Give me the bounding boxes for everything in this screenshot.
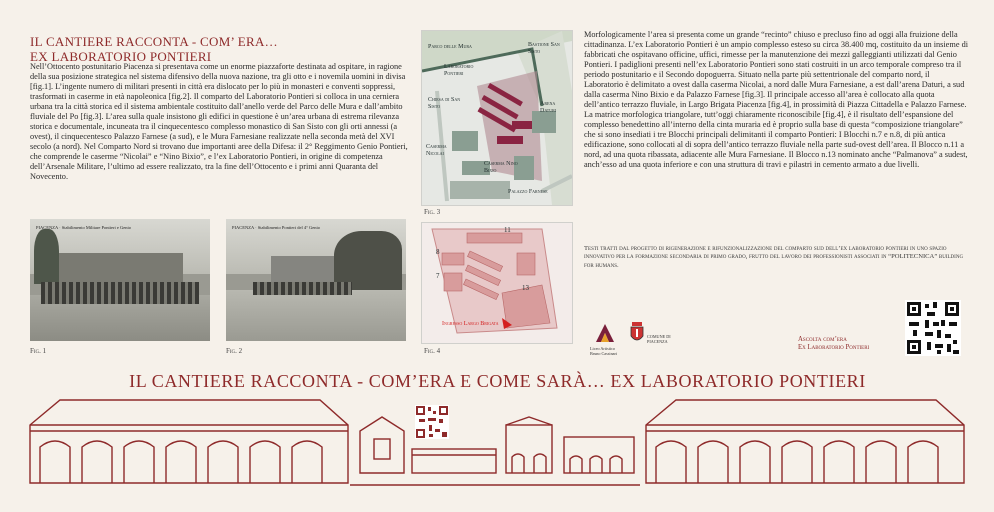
fig1-photo xyxy=(30,219,210,341)
liceo-logo-text: Liceo Artistico Bruno Cassinari xyxy=(590,346,618,356)
fig1-caption: Fig. 1 xyxy=(30,347,47,355)
liceo-logo xyxy=(594,322,616,344)
comune-logo-text: COMUNE DI PIACENZA xyxy=(647,334,671,344)
map4-label-7: 7 xyxy=(436,272,440,280)
map3-label-chiesa: Chiesa di San Sisto xyxy=(428,97,461,110)
map3-label-parco: Parco delle Mura xyxy=(428,44,472,50)
fig2-photo xyxy=(226,219,406,341)
comune-logo xyxy=(630,322,644,344)
fig3-map xyxy=(421,30,573,206)
banner-title: IL CANTIERE RACCONTA - COM’ERA E COME SARÀ… EX LABORATORIO PONTIERI xyxy=(129,371,866,391)
title-line-1: IL CANTIERE RACCONTA - COM’ ERA… xyxy=(30,34,278,49)
title-line-2: EX LABORATORIO PONTIERI xyxy=(30,49,212,64)
fig1-photo-caption: PIACENZA · Stabilimento Militare Pontieri e Genio xyxy=(36,225,131,230)
map4-label-13: 13 xyxy=(522,284,529,292)
map3-label-arena: Arena Daturi xyxy=(540,101,557,114)
page-title xyxy=(30,34,410,64)
map3-label-bastione: Bastione San Sisto xyxy=(528,42,560,55)
map4-label-11: 11 xyxy=(504,226,511,234)
fig2-photo-caption: PIACENZA · Stabilimento Pontieri del 4° Genio xyxy=(232,225,321,230)
comune-crest-icon xyxy=(630,322,644,344)
fig3-map-drawing xyxy=(422,31,572,205)
fig3-caption: Fig. 3 xyxy=(424,208,441,216)
fig4-map xyxy=(421,222,573,344)
qr-code-right[interactable] xyxy=(905,300,961,356)
left-body-text: Nell’Ottocento postunitario Piacenza si presentava come un enorme piazzaforte destinata ad ospitare, in ragione della sua posizione strategica nel sistema difensivo della nuova nazione, tra gli otto e i novemila uomini in divisa [fig.1]. L’ingente numero di militari presenti in città era dislocato per lo più in monasteri e conventi soppressi, trasformati in caserme in età napoleonica [fig.2]. Il comparto del Laboratorio Pontieri si colloca in una cerniera urbana tra la città storica ed il sistema ambientale costituito dall’anello verde del Parco delle Mura e dall’ambito fluviale del Po [fig.3]. L’area sulla quale insistono gli edifici in questione è un’area urbana di estrema rilevanza storica e documentale, incuneata tra il cinquecentesco complesso monastico di San Sisto con gli orti annessi (a ovest), il cinquecentesco Palazzo Farnese (a sud), e le Mura Farnesiane realizzate nella seconda metà del XVI secolo (a nord). Nel Comparto Nord si trovano due importanti aree della Difesa: il 2° Reggimento Genio Pontieri, che comprende le caserme “Nicolai” e “Nino Bixio”, e l’ex Laboratorio Pontieri, in origine di competenza dell’Arsenale Militare, l’ultimo ad essere realizzato, tra la fine dell’Ottocento e i primi anni Quaranta del Novecento. xyxy=(30,62,408,181)
map4-label-ingresso: Ingresso Largo Brigata xyxy=(442,321,499,327)
listen-label xyxy=(798,336,869,352)
map3-label-farnese: Palazzo Farnese xyxy=(508,189,548,195)
qr-code-center-icon xyxy=(415,405,449,439)
qr-code-icon xyxy=(905,300,961,356)
map3-label-bixio: Caserma Nino Bixio xyxy=(484,161,518,174)
qr-code-center[interactable] xyxy=(415,405,449,439)
map3-label-nicolai: Caserma Nicolai xyxy=(426,144,447,157)
listen-line-2: Ex Laboratorio Pontieri xyxy=(798,344,870,351)
right-body-text: Morfologicamente l’area si presenta come un grande “recinto” chiuso e precluso fino ad oggi alla fruizione della cittadinanza. L’ex Laboratorio Pontieri è un ampio complesso esteso su circa 38.400 mq, costituito da un insieme di fabbricati che ospitavano officine, uffici, rimesse per la manutenzione dei mezzi galleggianti utilizzati dal Genio Pontieri. I padiglioni presenti nell’ex Laboratorio Pontieri sono stati costruiti in un arco temporale compreso tra il periodo postunitario e il Secondo dopoguerra. Situato nella parte più settentrionale del comparto nord, il Laboratorio è delimitato a ovest dalla caserma Nicolai, a nord dalle Mura Farnesiane, a est dall’arena Daturi, a sud dalla caserma Nino Bixio e da Palazzo Farnese [fig.3]. Il principale accesso all’area è collocato alla quota dell’antico terrazzo fluviale, in Largo Brigata Piacenza [fig.4], in prossimità di Piazza Cittadella e Palazzo Farnese. La matrice morfologica triangolare, tutt’oggi chiaramente riconoscibile [fig.4], è il risultato dell’espansione del complesso benedettino all’interno della cinta muraria ed è proprio sulla base di questa “composizione triangolare” che si sono insediati i tre Blocchi principali delimitanti il comparto Pontieri: I Blocchi n.7 e n.8, di più antica edificazione, sono collocati al di sopra dell’antico terrazzo fluviale nella parte sud-ovest dell’area. Il Blocco n.11 a nord, ad una quota ribassata, adiacente alle Mura Farnesiane. Il Blocco n.13 nominato anche “Palmanova” a sudest, anch’esso ad una quota inferiore e con una struttura di travi e pilastri in cemento armato a due livelli. xyxy=(584,30,969,169)
fig4-caption: Fig. 4 xyxy=(424,347,441,355)
liceo-logo-icon xyxy=(594,322,616,344)
credits-text: Testi tratti dal progetto di rigenerazione e rifunzionalizzazione del comparto sud dell’ex laboratorio pontieri in uno spazio innovativo per la formazione secondaria di primo grado, frutto del lavoro dei professionisti associati in “POLITECNICA” building for humans. xyxy=(584,245,964,269)
listen-line-1: Ascolta com’era xyxy=(798,336,847,343)
map3-label-lab: Laboratorio Pontieri xyxy=(444,64,474,77)
map4-label-8: 8 xyxy=(436,248,440,256)
fig2-caption: Fig. 2 xyxy=(226,347,243,355)
skyline-illustration xyxy=(0,395,994,512)
